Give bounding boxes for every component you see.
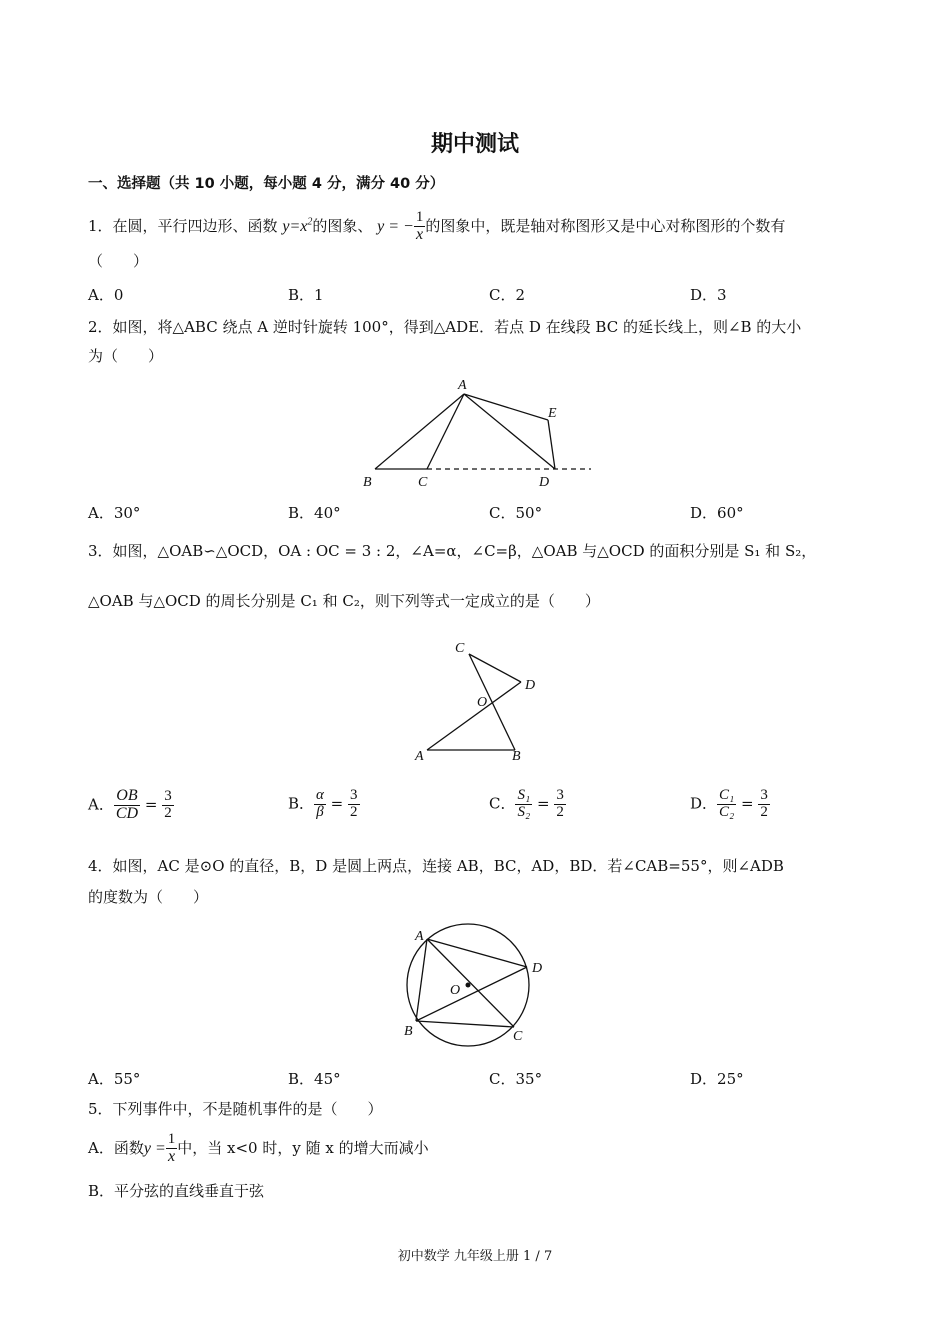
similar-triangles-figure [405, 632, 555, 767]
label-c: C [513, 1029, 523, 1044]
question-2-stem-cont: 为（ ） [88, 347, 164, 365]
question-4-stem-cont: 的度数为（ ） [88, 888, 209, 906]
page-title: 期中测试 [430, 132, 519, 157]
triangle-rotation-figure [355, 372, 605, 494]
question-text: 的图象中，既是轴对称图形又是中心对称图形的个数有 [425, 216, 786, 235]
option-d: D． $\frac{\text{C₁}}{\text{C₂}}$ = $\frac{3}{2}$ [690, 787, 768, 820]
answer-paren: （ ） [88, 252, 149, 270]
option-b: B． $\frac{\alpha}{\beta}$ = $\frac{3}{2}$ [288, 787, 358, 820]
label-o: O [477, 695, 488, 710]
option-c: C．35° [489, 1070, 543, 1088]
question-number: 1． [88, 216, 113, 235]
option-b: B．45° [288, 1070, 341, 1088]
function-expression: y = − [377, 217, 414, 235]
option-a: A．55° [88, 1070, 141, 1088]
label-e: E [548, 406, 557, 421]
page-footer: 初中数学 九年级上册 1 / 7 [397, 1249, 553, 1264]
option-b: B．40° [288, 504, 341, 522]
question-1-stem [88, 210, 785, 244]
label-d: D [539, 475, 550, 490]
label-b: B [512, 749, 521, 764]
label-a: A [415, 929, 424, 944]
option-b: B．平分弦的直线垂直于弦 [88, 1182, 265, 1200]
label-d: D [525, 678, 536, 693]
circle-figure [395, 920, 555, 1060]
option-b: B．1 [288, 286, 324, 304]
question-5-stem: 5．下列事件中，不是随机事件的是（ ） [88, 1100, 383, 1118]
question-text: 在圆，平行四边形、函数 [112, 216, 278, 235]
option-c: C．2 [489, 286, 526, 304]
label-a: A [415, 749, 424, 764]
question-2-stem: 2．如图，将△ABC 绕点 A 逆时针旋转 100°，得到△ADE．若点 D 在线段 BC 的延长线上，则∠B 的大小 [88, 318, 802, 336]
fraction: $\frac{1}{x}$ [415, 209, 424, 243]
option-a: A．函数y = $\frac{1}{x}$ 中，当 x<0 时，y 随 x 的增大而减小 [88, 1131, 429, 1165]
option-c: C． $\frac{\text{S₁}}{\text{S₂}}$ = $\frac{3}{2}$ [489, 787, 564, 820]
section-heading: 一、选择题（共 10 小题，每小题 4 分，满分 40 分） [88, 176, 445, 192]
function-expression: $y=x^2$ [282, 216, 313, 235]
label-c: C [455, 641, 465, 656]
label-b: B [404, 1024, 413, 1039]
option-d: D．60° [690, 504, 744, 522]
option-a: A．30° [88, 504, 141, 522]
option-d: D．25° [690, 1070, 744, 1088]
question-3-stem-cont: △OAB 与△OCD 的周长分别是 C₁ 和 C₂，则下列等式一定成立的是（ ） [88, 592, 600, 610]
label-o: O [450, 983, 461, 998]
label-c: C [418, 475, 428, 490]
question-4-stem: 4．如图，AC 是⊙O 的直径，B，D 是圆上两点，连接 AB，BC，AD，BD．若∠CAB=55°，则∠ADB [88, 857, 784, 875]
label-d: D [532, 961, 543, 976]
option-d: D．3 [690, 286, 727, 304]
question-3-stem: 3．如图，△OAB∽△OCD，OA : OC = 3 : 2，∠A=α，∠C=β，△OAB 与△OCD 的面积分别是 S₁ 和 S₂， [88, 542, 817, 560]
option-a: A． $\frac{OB}{CD}$ = $\frac{3}{2}$ [88, 787, 172, 822]
label-b: B [363, 475, 372, 490]
question-text: 的图象、 [312, 216, 373, 235]
option-a: A．0 [88, 286, 124, 304]
label-a: A [458, 378, 467, 393]
option-c: C．50° [489, 504, 543, 522]
